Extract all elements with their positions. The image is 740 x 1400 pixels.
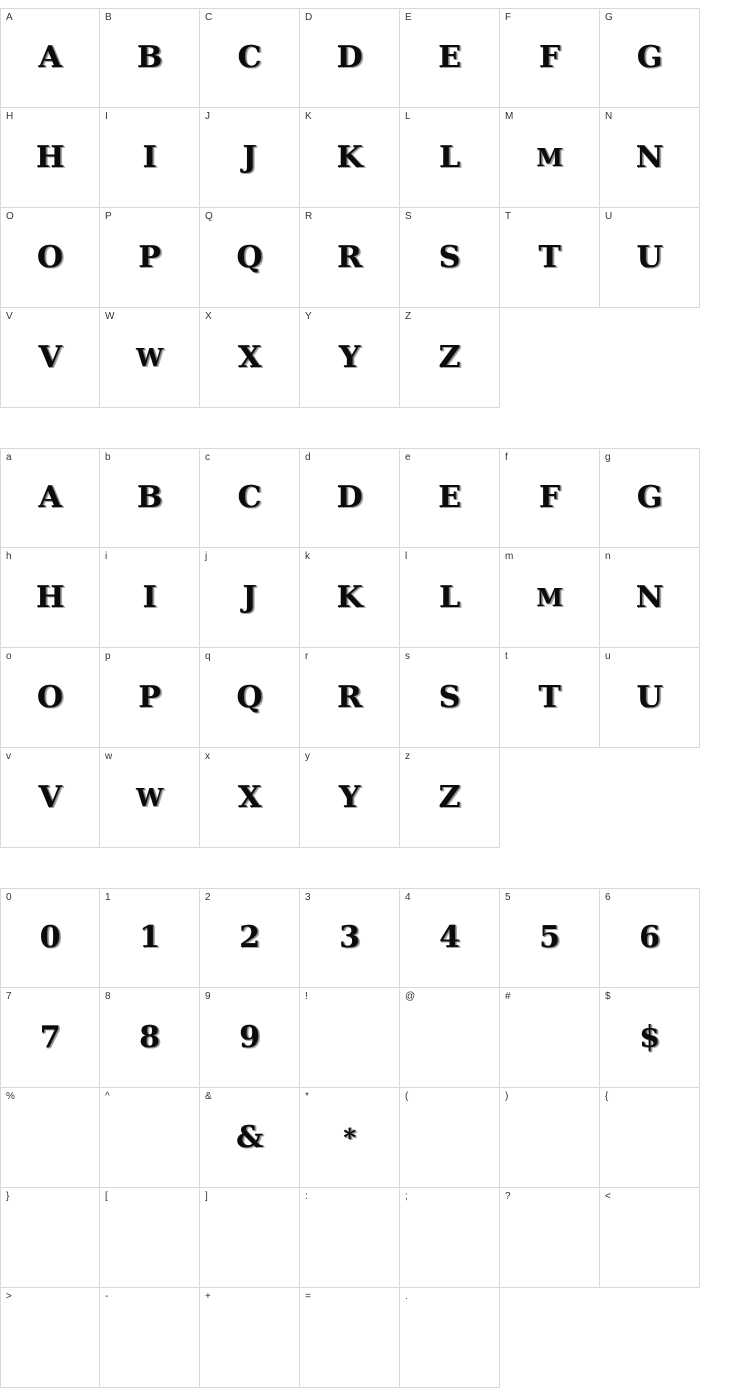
glyph-sample: U	[636, 239, 663, 275]
glyph-cell[interactable]	[400, 648, 500, 748]
glyph-sample: Q	[236, 239, 263, 275]
glyph-label: N	[605, 111, 613, 122]
glyph-sample: 8	[139, 1019, 160, 1055]
glyph-sample: 4	[439, 920, 460, 955]
glyph-label: L	[405, 111, 411, 122]
glyph-cell[interactable]	[100, 888, 200, 988]
glyph-cell[interactable]	[0, 308, 100, 408]
glyph-cell[interactable]	[600, 448, 700, 548]
glyph-cell[interactable]	[200, 208, 300, 308]
glyph-sample: K	[336, 579, 363, 615]
glyph-label: D	[305, 12, 313, 23]
glyph-cell[interactable]	[400, 8, 500, 108]
glyph-cell[interactable]	[0, 1288, 100, 1388]
glyph-sample: P	[138, 679, 161, 715]
glyph-sample: B	[136, 480, 163, 515]
glyph-row	[0, 8, 740, 108]
glyph-label: b	[105, 452, 111, 463]
glyph-cell[interactable]	[500, 8, 600, 108]
glyph-label: ;	[405, 1191, 408, 1202]
glyph-label: w	[105, 751, 113, 762]
glyph-cell[interactable]	[300, 108, 400, 208]
glyph-label: =	[305, 1291, 311, 1302]
glyph-cell[interactable]	[500, 648, 600, 748]
glyph-label: g	[605, 452, 611, 463]
glyph-label: d	[305, 452, 311, 463]
glyph-label: :	[305, 1191, 308, 1202]
glyph-label: P	[105, 211, 112, 222]
glyph-block-lowercase	[0, 448, 740, 848]
glyph-label: !	[305, 991, 308, 1002]
glyph-cell[interactable]	[200, 988, 300, 1088]
glyph-cell[interactable]	[400, 1188, 500, 1288]
glyph-label: E	[405, 12, 412, 23]
glyph-cell[interactable]	[0, 1088, 100, 1188]
glyph-sample: B	[136, 40, 163, 75]
glyph-label: C	[205, 12, 213, 23]
glyph-label: }	[6, 1191, 10, 1202]
glyph-label: M	[505, 111, 514, 122]
glyph-sample: R	[337, 679, 362, 715]
glyph-cell[interactable]	[600, 208, 700, 308]
glyph-cell[interactable]	[400, 548, 500, 648]
glyph-label: i	[105, 551, 108, 562]
glyph-label: (	[405, 1091, 409, 1102]
glyph-sample: V	[38, 339, 62, 375]
glyph-cell[interactable]	[300, 1088, 400, 1188]
glyph-cell[interactable]	[400, 988, 500, 1088]
glyph-label: m	[505, 551, 514, 562]
glyph-cell[interactable]	[300, 208, 400, 308]
glyph-cell[interactable]	[100, 308, 200, 408]
glyph-cell[interactable]	[100, 208, 200, 308]
glyph-sample: T	[538, 239, 561, 275]
glyph-label: o	[6, 651, 12, 662]
glyph-cell[interactable]	[600, 888, 700, 988]
glyph-row	[0, 208, 740, 308]
glyph-cell[interactable]	[100, 1088, 200, 1188]
glyph-cell[interactable]	[100, 648, 200, 748]
glyph-cell[interactable]	[400, 1288, 500, 1388]
glyph-sample: &	[235, 1119, 264, 1155]
glyph-cell[interactable]	[300, 648, 400, 748]
glyph-label: 6	[605, 892, 611, 903]
glyph-row	[0, 1188, 740, 1288]
glyph-label: 4	[405, 892, 411, 903]
glyph-label: Y	[305, 311, 312, 322]
glyph-cell[interactable]	[600, 988, 700, 1088]
glyph-sample: G	[636, 40, 663, 75]
glyph-label: 1	[105, 892, 111, 903]
glyph-sample: C	[237, 40, 262, 75]
glyph-row	[0, 1088, 740, 1188]
glyph-sample: S	[438, 239, 461, 275]
glyph-label: >	[6, 1291, 12, 1302]
glyph-label: 5	[505, 892, 511, 903]
glyph-cell[interactable]	[400, 448, 500, 548]
glyph-cell[interactable]	[400, 208, 500, 308]
glyph-label: W	[105, 311, 115, 322]
glyph-cell-empty	[600, 308, 700, 408]
glyph-label: U	[605, 211, 613, 222]
glyph-cell[interactable]	[200, 748, 300, 848]
glyph-label: c	[205, 452, 210, 463]
glyph-cell[interactable]	[0, 108, 100, 208]
glyph-label: A	[6, 12, 13, 23]
glyph-sample: M	[536, 142, 563, 172]
glyph-row	[0, 1288, 740, 1388]
glyph-cell[interactable]	[0, 548, 100, 648]
glyph-row	[0, 308, 740, 408]
glyph-cell[interactable]	[200, 1188, 300, 1288]
glyph-cell[interactable]	[100, 1188, 200, 1288]
glyph-sample: Y	[338, 779, 361, 815]
glyph-label: a	[6, 452, 12, 463]
glyph-sample: G	[636, 480, 663, 515]
glyph-label: z	[405, 751, 410, 762]
glyph-label: t	[505, 651, 508, 662]
glyph-sample: O	[36, 239, 64, 275]
glyph-cell[interactable]	[400, 748, 500, 848]
glyph-cell[interactable]	[200, 548, 300, 648]
glyph-cell[interactable]	[0, 448, 100, 548]
glyph-label: l	[405, 551, 408, 562]
glyph-sample: X	[237, 779, 262, 815]
glyph-cell[interactable]	[0, 888, 100, 988]
glyph-label: .	[405, 1291, 408, 1302]
glyph-sample: D	[336, 40, 363, 75]
glyph-label: p	[105, 651, 111, 662]
glyph-label: Q	[205, 211, 213, 222]
glyph-cell[interactable]	[400, 1088, 500, 1188]
glyph-sample: U	[636, 679, 663, 715]
glyph-label: B	[105, 12, 112, 23]
glyph-cell[interactable]	[500, 208, 600, 308]
glyph-block-uppercase	[0, 8, 740, 408]
glyph-label: *	[305, 1091, 309, 1102]
glyph-cell[interactable]	[500, 108, 600, 208]
glyph-sample: 1	[139, 920, 160, 955]
glyph-cell[interactable]	[600, 548, 700, 648]
glyph-sample: $	[639, 1019, 660, 1055]
glyph-cell[interactable]	[500, 1088, 600, 1188]
glyph-cell[interactable]	[200, 448, 300, 548]
glyph-sample: W	[136, 782, 163, 812]
glyph-label: H	[6, 111, 14, 122]
glyph-sample: Q	[236, 679, 263, 715]
glyph-cell[interactable]	[300, 888, 400, 988]
glyph-sample: H	[35, 139, 65, 175]
glyph-cell[interactable]	[100, 988, 200, 1088]
glyph-cell[interactable]	[0, 748, 100, 848]
glyph-sample: 0	[39, 920, 61, 955]
glyph-cell[interactable]	[600, 108, 700, 208]
glyph-sample: Z	[438, 779, 461, 815]
glyph-sample: 2	[239, 920, 260, 955]
glyph-sample: H	[35, 579, 65, 615]
glyph-block-digits-symbols	[0, 888, 740, 1388]
glyph-label: J	[205, 111, 210, 122]
glyph-cell[interactable]	[200, 108, 300, 208]
glyph-cell[interactable]	[200, 1088, 300, 1188]
glyph-label: x	[205, 751, 210, 762]
glyph-cell[interactable]	[200, 648, 300, 748]
glyph-label: K	[305, 111, 312, 122]
glyph-sample: N	[635, 579, 664, 615]
glyph-label: v	[6, 751, 11, 762]
glyph-cell[interactable]	[100, 448, 200, 548]
glyph-sample: J	[242, 579, 257, 615]
glyph-sample: S	[438, 679, 461, 715]
glyph-row	[0, 448, 740, 548]
glyph-sample: 7	[39, 1019, 61, 1055]
glyph-cell[interactable]	[500, 448, 600, 548]
glyph-sample: 3	[339, 920, 360, 955]
glyph-cell[interactable]	[300, 988, 400, 1088]
glyph-label: k	[305, 551, 310, 562]
glyph-label: Z	[405, 311, 412, 322]
glyph-cell[interactable]	[100, 108, 200, 208]
glyph-sample: N	[635, 139, 664, 175]
glyph-label: T	[505, 211, 512, 222]
glyph-cell[interactable]	[0, 648, 100, 748]
glyph-sample: E	[438, 40, 461, 75]
glyph-sample: P	[138, 239, 161, 275]
glyph-cell[interactable]	[300, 448, 400, 548]
glyph-cell[interactable]	[600, 648, 700, 748]
glyph-cell[interactable]	[500, 548, 600, 648]
glyph-sample: X	[237, 339, 262, 375]
glyph-label: j	[205, 551, 208, 562]
glyph-cell[interactable]	[100, 8, 200, 108]
glyph-label: 7	[6, 991, 12, 1002]
glyph-sample: *	[343, 1122, 356, 1152]
glyph-cell[interactable]	[300, 8, 400, 108]
glyph-label: s	[405, 651, 410, 662]
glyph-sample: Y	[338, 339, 361, 375]
glyph-cell[interactable]	[300, 308, 400, 408]
glyph-row	[0, 748, 740, 848]
glyph-cell-empty	[500, 308, 600, 408]
glyph-cell[interactable]	[200, 1288, 300, 1388]
glyph-label: <	[605, 1191, 611, 1202]
glyph-label: ]	[205, 1191, 208, 1202]
glyph-label: n	[605, 551, 611, 562]
glyph-cell[interactable]	[500, 1188, 600, 1288]
glyph-sample: 5	[539, 920, 560, 955]
glyph-cell[interactable]	[400, 308, 500, 408]
glyph-sample: V	[38, 779, 62, 815]
glyph-cell-empty	[500, 748, 600, 848]
glyph-cell[interactable]	[100, 1288, 200, 1388]
glyph-cell[interactable]	[0, 1188, 100, 1288]
glyph-sample: F	[538, 40, 561, 75]
glyph-cell-empty	[500, 1288, 600, 1388]
glyph-label: h	[6, 551, 12, 562]
glyph-label: I	[105, 111, 108, 122]
glyph-label: [	[105, 1191, 108, 1202]
glyph-cell[interactable]	[100, 548, 200, 648]
glyph-label: -	[105, 1291, 109, 1302]
glyph-cell[interactable]	[400, 888, 500, 988]
glyph-label: 2	[205, 892, 211, 903]
glyph-sample: W	[136, 342, 163, 372]
glyph-label: V	[6, 311, 13, 322]
glyph-sample: Z	[438, 339, 461, 375]
glyph-label: F	[505, 12, 512, 23]
glyph-label: &	[205, 1091, 212, 1102]
glyph-cell[interactable]	[200, 8, 300, 108]
glyph-label: 3	[305, 892, 311, 903]
glyph-cell[interactable]	[600, 1088, 700, 1188]
glyph-label: R	[305, 211, 313, 222]
block-separator	[0, 848, 740, 888]
glyph-cell[interactable]	[300, 548, 400, 648]
glyph-row	[0, 548, 740, 648]
glyph-sample: E	[438, 480, 461, 515]
glyph-sample: F	[538, 480, 561, 515]
glyph-row	[0, 108, 740, 208]
glyph-sample: D	[336, 480, 363, 515]
glyph-cell[interactable]	[500, 888, 600, 988]
glyph-label: 9	[205, 991, 211, 1002]
glyph-cell-empty	[600, 748, 700, 848]
glyph-cell[interactable]	[200, 888, 300, 988]
glyph-cell[interactable]	[0, 208, 100, 308]
glyph-label: 0	[6, 892, 12, 903]
glyph-cell[interactable]	[300, 1188, 400, 1288]
glyph-label: f	[505, 452, 508, 463]
glyph-label: )	[505, 1091, 509, 1102]
glyph-label: S	[405, 211, 412, 222]
glyph-label: y	[305, 751, 310, 762]
glyph-cell-empty	[600, 1288, 700, 1388]
glyph-sample: R	[337, 239, 362, 275]
glyph-label: X	[205, 311, 212, 322]
glyph-label: #	[505, 991, 511, 1002]
glyph-label: r	[305, 651, 309, 662]
glyph-sample: C	[237, 480, 262, 515]
glyph-label: $	[605, 991, 611, 1002]
glyph-label: q	[205, 651, 211, 662]
glyph-sample: J	[242, 139, 257, 175]
glyph-cell[interactable]	[500, 988, 600, 1088]
glyph-cell[interactable]	[0, 8, 100, 108]
glyph-sample: M	[536, 582, 563, 612]
glyph-sample: A	[38, 480, 62, 515]
glyph-sample: 9	[239, 1019, 260, 1055]
glyph-label: {	[605, 1091, 609, 1102]
glyph-cell[interactable]	[400, 108, 500, 208]
glyph-label: %	[6, 1091, 15, 1102]
glyph-label: +	[205, 1291, 211, 1302]
glyph-sample: I	[142, 579, 157, 615]
glyph-label: G	[605, 12, 613, 23]
block-separator	[0, 408, 740, 448]
glyph-label: O	[6, 211, 14, 222]
glyph-sample: K	[336, 139, 363, 175]
glyph-sample: 6	[639, 920, 660, 955]
glyph-sample: I	[142, 139, 157, 175]
glyph-row	[0, 648, 740, 748]
glyph-label: ?	[505, 1191, 511, 1202]
glyph-row	[0, 888, 740, 988]
glyph-sample: O	[36, 679, 64, 715]
glyph-sample: A	[38, 40, 62, 75]
glyph-sample: L	[438, 139, 461, 175]
glyph-label: 8	[105, 991, 111, 1002]
glyph-row	[0, 988, 740, 1088]
glyph-label: ^	[105, 1091, 110, 1102]
glyph-cell[interactable]	[200, 308, 300, 408]
glyph-cell[interactable]	[0, 988, 100, 1088]
glyph-cell[interactable]	[100, 748, 200, 848]
glyph-label: e	[405, 452, 411, 463]
glyph-cell[interactable]	[600, 8, 700, 108]
glyph-cell[interactable]	[300, 1288, 400, 1388]
glyph-cell[interactable]	[600, 1188, 700, 1288]
sheet-padding	[0, 0, 740, 8]
glyph-sample: T	[538, 679, 561, 715]
glyph-label: @	[405, 991, 416, 1002]
glyph-sample: L	[438, 579, 461, 615]
glyph-cell[interactable]	[300, 748, 400, 848]
glyph-label: u	[605, 651, 611, 662]
